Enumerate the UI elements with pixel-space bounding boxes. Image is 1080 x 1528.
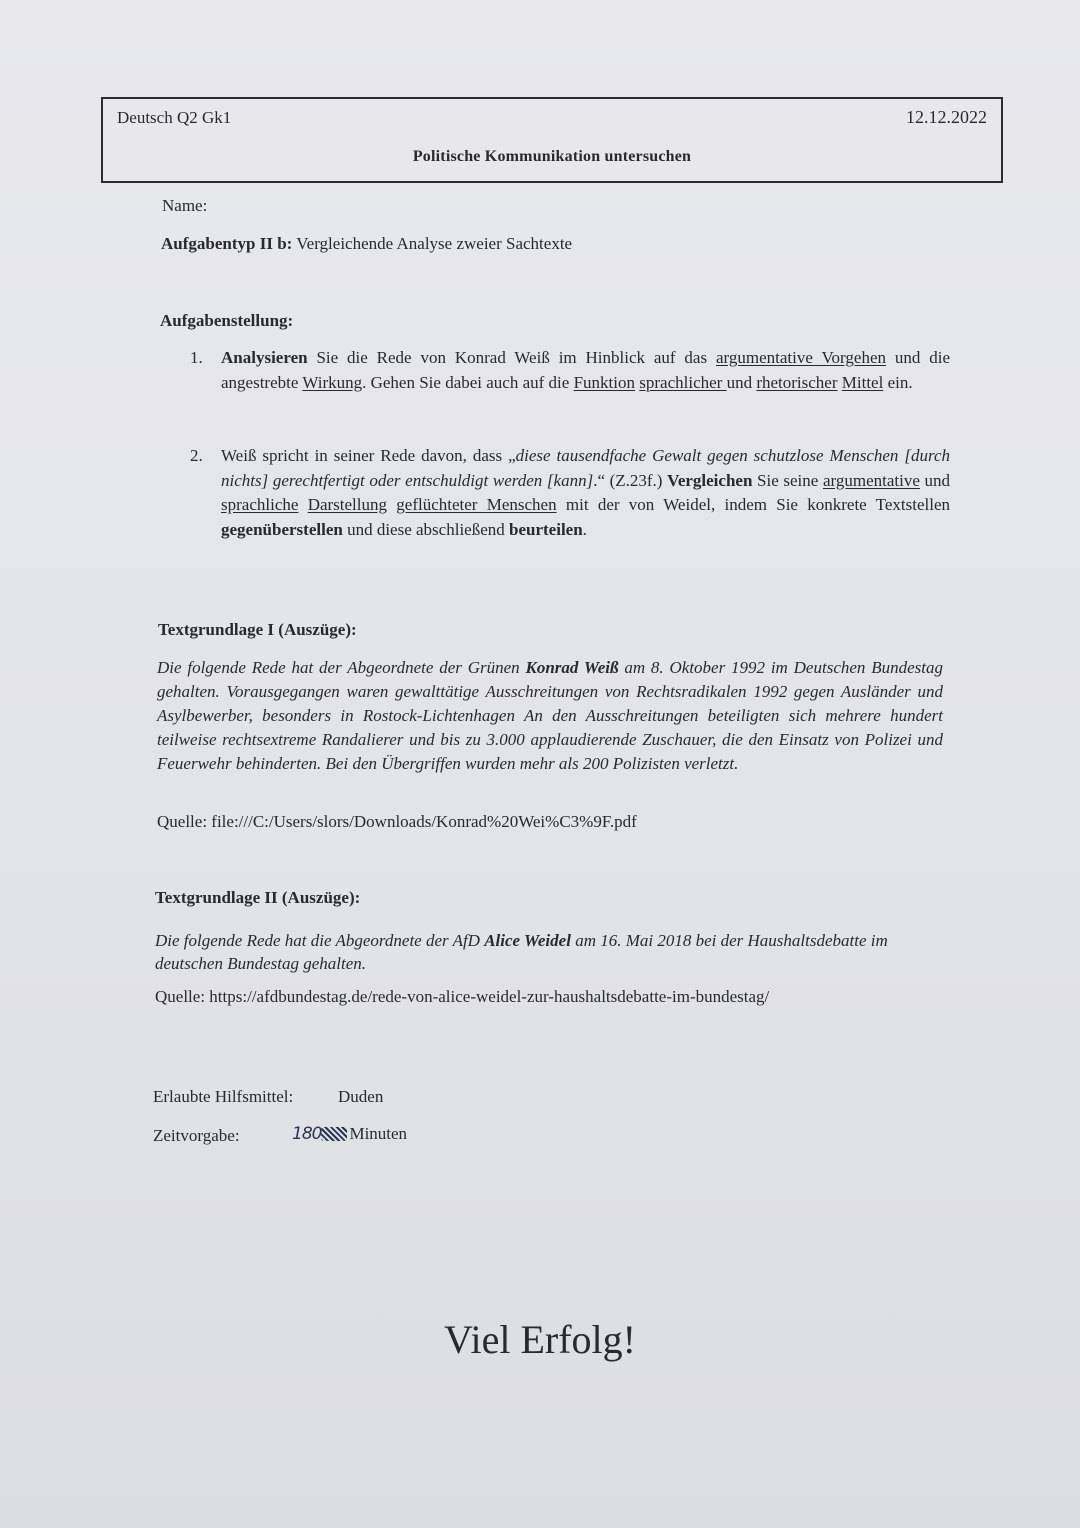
source-1-heading: Textgrundlage I (Auszüge): <box>158 620 357 639</box>
source-2-heading: Textgrundlage II (Auszüge): <box>155 888 361 907</box>
aids-label: Erlaubte Hilfsmittel: <box>153 1087 294 1106</box>
task-1-text: Analysieren Sie die Rede von Konrad Weiß im Hinblick auf das argumentative Vorgehen und die angestrebte Wirkung. Gehen Sie dabei auch auf die Funktion sprachlicher und rhetorischer Mittel ein. <box>221 348 951 392</box>
time-unit: Minuten <box>349 1124 408 1143</box>
assignment-heading: Aufgabenstellung: <box>160 311 294 330</box>
course-label: Deutsch Q2 Gk1 <box>117 108 232 127</box>
task-type <box>161 234 572 254</box>
page-title: Politische Kommunikation untersuchen <box>412 148 692 165</box>
aids-value: Duden <box>338 1087 384 1106</box>
header-box <box>101 97 1003 183</box>
time-limit-value <box>292 1124 407 1144</box>
source-2-description: Die folgende Rede hat die Abgeordnete der AfD Alice Weidel am 16. Mai 2018 bei der Haushaltsdebatte im deutschen Bundestag gehalten. <box>155 931 888 973</box>
task-type-label: Aufgabentyp II b: <box>161 234 293 253</box>
task-1 <box>190 346 950 395</box>
crossed-out-scribble <box>321 1127 347 1141</box>
task-number: 2. <box>190 446 203 465</box>
task-number: 1. <box>190 348 203 367</box>
source-1-description: Die folgende Rede hat der Abgeordnete der Grünen Konrad Weiß am 8. Oktober 1992 im Deutschen Bundestag gehalten. Vorausgegangen waren gewalttätige Ausschreitungen von Rechtsradikalen 1992 gegen Ausländer und Asylbewerber, besonders in Rostock-Lichtenhagen An den Ausschreitungen beteiligten sich mehrere hundert teilweise rechtsextreme Randalierer und bis zu 3.000 applaudierende Zuschauer, die den Einsatz von Polizei und Feuerwehr behinderten. Bei den Übergriffen wurden mehr als 200 Polizisten verletzt. <box>157 658 943 773</box>
task-2-text: Weiß spricht in seiner Rede davon, dass „diese tausendfache Gewalt gegen schutzlose Menschen [durch nichts] gerechtfertigt oder entschuldigt werden [kann].“ (Z.23f.) Vergleichen Sie seine argumentative und sprachliche Darstellung geflüchteter Menschen mit der von Weidel, indem Sie konkrete Textstellen gegenüberstellen und diese abschließend beurteilen. <box>221 446 951 539</box>
task-type-text: Vergleichende Analyse zweier Sachtexte <box>296 234 573 253</box>
time-limit-label: Zeitvorgabe: <box>153 1126 240 1145</box>
source-2-link: Quelle: https://afdbundestag.de/rede-von-alice-weidel-zur-haushaltsdebatte-im-bundestag/ <box>155 987 770 1006</box>
name-field-label: Name: <box>162 196 208 215</box>
closing-wish: Viel Erfolg! <box>444 1317 636 1362</box>
source-1-link: Quelle: file:///C:/Users/slors/Downloads/Konrad%20Wei%C3%9F.pdf <box>157 812 637 831</box>
task-2 <box>190 444 950 542</box>
handwritten-time: 180 <box>292 1124 322 1144</box>
exam-date: 12.12.2022 <box>906 107 987 127</box>
